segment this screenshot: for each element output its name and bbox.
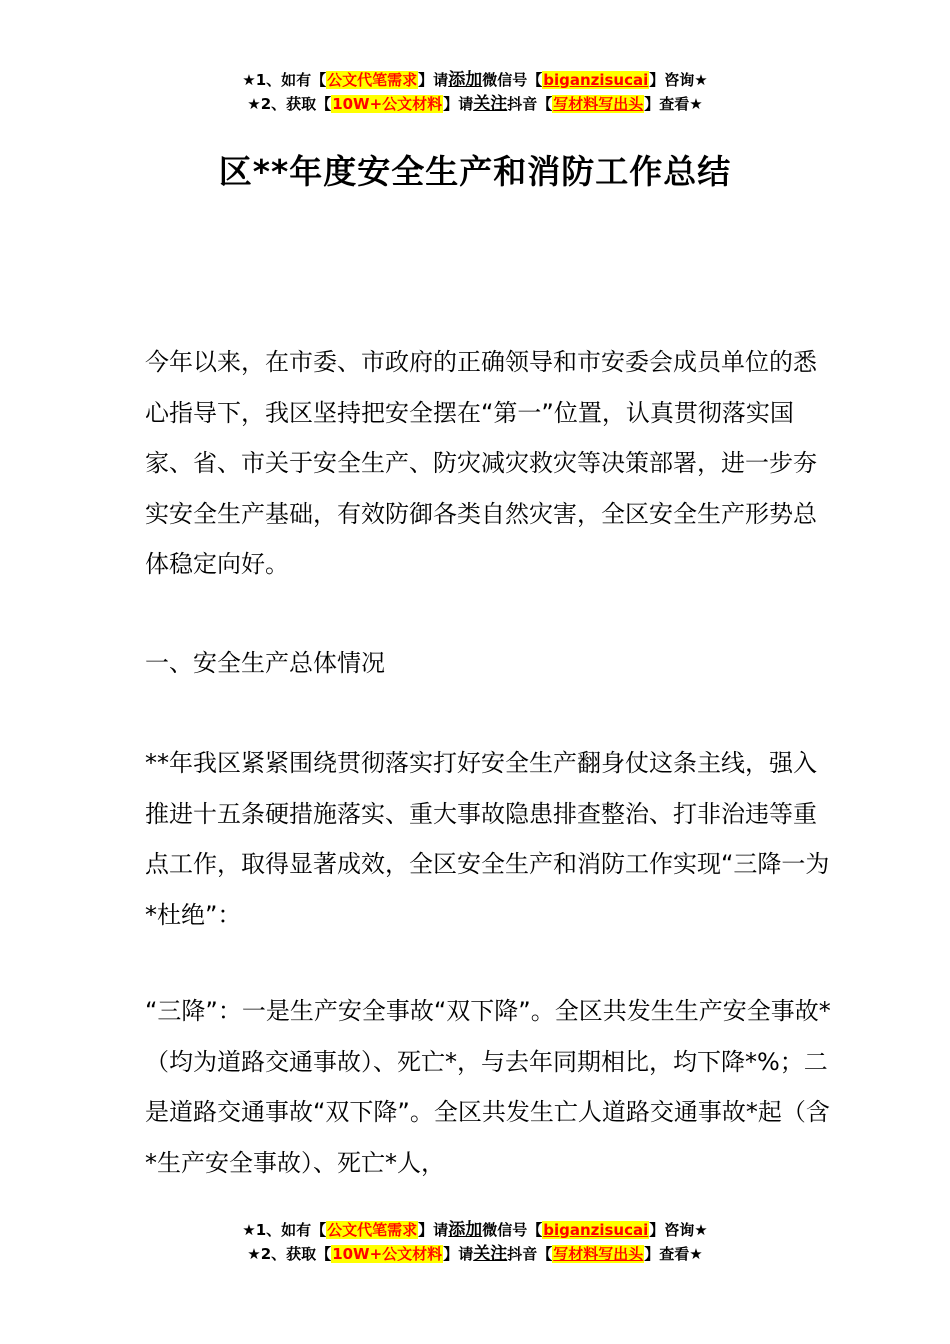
emphasis-text: 添加 — [448, 70, 483, 90]
banner-text: 】咨询 — [649, 1221, 695, 1239]
wechat-id-highlight: biganzisucai — [543, 1221, 649, 1239]
banner-text: 】请 — [443, 1245, 474, 1263]
footer-line-2 — [0, 1242, 950, 1266]
emphasis-text: 关注 — [473, 1244, 508, 1264]
banner-text: 抖音【 — [507, 1245, 553, 1263]
star-icon: ★ — [242, 1221, 256, 1239]
banner-text: 】请 — [418, 71, 449, 89]
douyin-id-highlight: 写材料写出头 — [553, 1245, 644, 1263]
emphasis-text: 关注 — [473, 94, 508, 114]
intro-paragraph: 今年以来，在市委、市政府的正确领导和市安委会成员单位的悉心指导下，我区坚持把安全摆在“第一”位置，认真贯彻落实国家、省、市关于安全生产、防灾减灾救灾等决策部署，进一步夯实安全生产基础，有效防御各类自然灾害，全区安全生产形势总体稳定向好。 — [145, 348, 817, 578]
banner-text: 】查看 — [644, 1245, 690, 1263]
banner-text: 】请 — [418, 1221, 449, 1239]
footer-banner — [0, 1218, 950, 1266]
header-line-2 — [0, 92, 950, 116]
materials-highlight: 10W+公文材料 — [332, 95, 443, 113]
banner-text: 1、如有【 — [255, 71, 327, 89]
banner-text: 】查看 — [644, 95, 690, 113]
banner-text: 2、获取【 — [260, 95, 332, 113]
banner-text: 微信号【 — [482, 71, 543, 89]
wechat-id-highlight: biganzisucai — [543, 71, 649, 89]
section-heading: 一、安全生产总体情况 — [145, 649, 385, 677]
header-line-1 — [0, 68, 950, 92]
header-banner — [0, 68, 950, 116]
star-icon: ★ — [689, 1245, 703, 1263]
banner-text: 1、如有【 — [255, 1221, 327, 1239]
three-declines-paragraph: “三降”：一是生产安全事故“双下降”。全区共发生生产安全事故*（均为道路交通事故）、死亡*，与去年同期相比，均下降*%；二是道路交通事故“双下降”。全区共发生亡人道路交通事故*起（含*生产安全事故）、死亡*人， — [145, 997, 831, 1177]
star-icon: ★ — [247, 95, 261, 113]
star-icon: ★ — [694, 71, 708, 89]
service-highlight: 公文代笔需求 — [327, 71, 418, 89]
star-icon: ★ — [242, 71, 256, 89]
banner-text: 微信号【 — [482, 1221, 543, 1239]
banner-text: 2、获取【 — [260, 1245, 332, 1263]
star-icon: ★ — [247, 1245, 261, 1263]
service-highlight: 公文代笔需求 — [327, 1221, 418, 1239]
star-icon: ★ — [694, 1221, 708, 1239]
footer-line-1 — [0, 1218, 950, 1242]
materials-highlight: 10W+公文材料 — [332, 1245, 443, 1263]
emphasis-text: 添加 — [448, 1220, 483, 1240]
banner-text: 】咨询 — [649, 71, 695, 89]
douyin-id-highlight: 写材料写出头 — [553, 95, 644, 113]
banner-text: 】请 — [443, 95, 474, 113]
banner-text: 抖音【 — [507, 95, 553, 113]
star-icon: ★ — [689, 95, 703, 113]
overview-paragraph: **年我区紧紧围绕贯彻落实打好安全生产翻身仗这条主线，强入推进十五条硬措施落实、重大事故隐患排查整治、打非治违等重点工作，取得显著成效，全区安全生产和消防工作实现“三降一为*杜绝”： — [145, 749, 830, 929]
document-title: 区**年度安全生产和消防工作总结 — [218, 152, 732, 191]
